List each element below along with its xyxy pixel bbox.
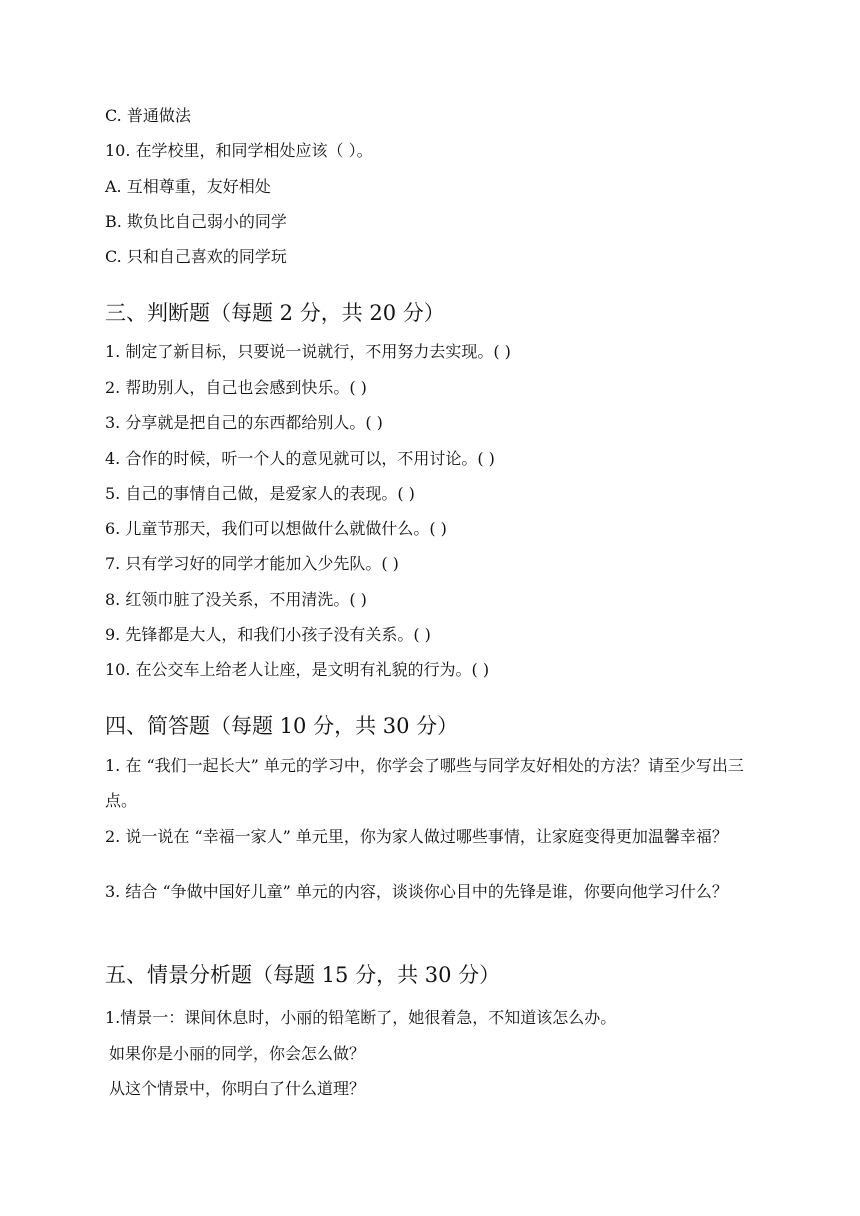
section4-title: 四、简答题（每题 10 分，共 30 分） <box>105 714 459 738</box>
short-answer-1: 1. 在 “我们一起长大” 单元的学习中，你学会了哪些与同学友好相处的方法？请至少写出三点。 <box>105 756 744 810</box>
q10-option-b: B. 欺负比自己弱小的同学 <box>105 212 287 231</box>
judge-item-9: 9. 先锋都是大人，和我们小孩子没有关系。( ) <box>105 625 431 644</box>
judge-item-4: 4. 合作的时候，听一个人的意见就可以，不用讨论。( ) <box>105 449 495 468</box>
section3-title: 三、判断题（每题 2 分，共 20 分） <box>105 301 445 325</box>
judge-item-2: 2. 帮助别人，自己也会感到快乐。( ) <box>105 378 367 397</box>
short-answer-3: 3. 结合 “争做中国好儿童” 单元的内容，谈谈你心目中的先锋是谁，你要向他学习什么？ <box>105 882 728 901</box>
q10-option-c: C. 只和自己喜欢的同学玩 <box>105 247 287 266</box>
section5-title: 五、情景分析题（每题 15 分，共 30 分） <box>105 963 501 987</box>
scenario-1: 1.情景一：课间休息时，小丽的铅笔断了，她很着急，不知道该怎么办。 <box>105 1008 617 1027</box>
q10-option-a: A. 互相尊重，友好相处 <box>105 177 271 196</box>
scenario-1-question-1: 如果你是小丽的同学，你会怎么做？ <box>109 1044 366 1063</box>
judge-item-6: 6. 儿童节那天，我们可以想做什么就做什么。( ) <box>105 519 447 538</box>
judge-item-7: 7. 只有学习好的同学才能加入少先队。( ) <box>105 554 399 573</box>
judge-item-8: 8. 红领巾脏了没关系，不用清洗。( ) <box>105 590 367 609</box>
q9-option-c: C. 普通做法 <box>105 106 191 125</box>
judge-item-3: 3. 分享就是把自己的东西都给别人。( ) <box>105 413 383 432</box>
scenario-1-question-2: 从这个情景中，你明白了什么道理？ <box>109 1079 366 1098</box>
judge-item-10: 10. 在公交车上给老人让座，是文明有礼貌的行为。( ) <box>105 660 490 679</box>
judge-item-1: 1. 制定了新目标，只要说一说就行，不用努力去实现。( ) <box>105 342 511 361</box>
judge-item-5: 5. 自己的事情自己做，是爱家人的表现。( ) <box>105 484 415 503</box>
short-answer-2: 2. 说一说在 “幸福一家人” 单元里，你为家人做过哪些事情，让家庭变得更加温馨幸福？ <box>105 827 728 846</box>
q10-question: 10. 在学校里，和同学相处应该（ ）。 <box>105 141 373 160</box>
